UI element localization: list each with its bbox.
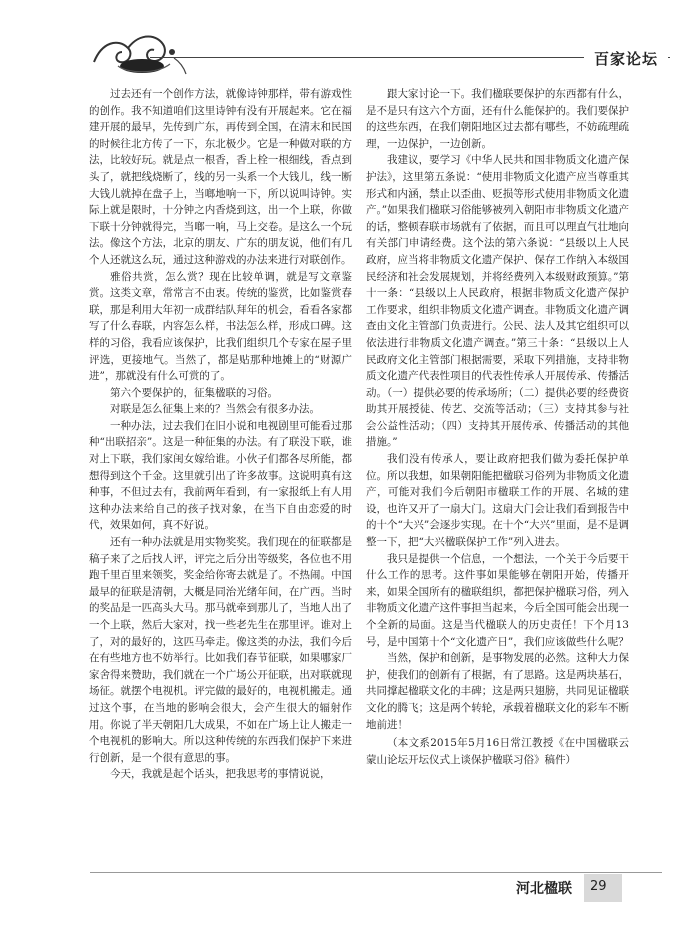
- paragraph: 今天，我就是起个话头，把我思考的事情说说，: [110, 768, 331, 781]
- paragraph: 我建议，要学习《中华人民共和国非物质文化遗产保护法》，这里第五条说：“使用非物质文化遗产应当尊重其形式和内涵，禁止以歪曲、贬损等形式使用非物质文化遗产。”如果我们楹联习俗能够被列入朝阳市非物质文化遗产的话，整顿春联市场就有了依据，而且可以理直气壮地向有关部门申请经费。这个法的第六条说：“县级以上人民政府，应当将非物质文化遗产保护、保存工作纳入本级国民经济和社会发展规划，并将经费列入本级财政预算。”第十一条：“县级以上人民政府，根据非物质文化遗产保护工作要求，组织非物质文化遗产调查。非物质文化遗产调查由文化主管部门负责进行。公民、法人及其它组织可以依法进行非物质文化遗产调查。”第三十条：“县级以上人民政府文化主管部门根据需要，采取下列措施，支持非物质文化遗产代表性项目的代表性传承人开展传承、传播活动。（一）提供必要的传承场所；（二）提供必要的经费资助其开展授徒、传艺、交流等活动；（三）支持其参与社会公益性活动；（四）支持其开展传承、传播活动的其他措施。”: [366, 154, 629, 449]
- paragraph: 我们没有传承人，要让政府把我们做为委托保护单位。所以我想，如果朝阳能把楹联习俗列为非物质文化遗产，可能对我们今后朝阳市楹联工作的开展、名城的建设，也许又开了一扇大门。这扇大门会让我们看到报告中的十个“大兴”会逐步实现。在十个“大兴”里面，是不是调整一下，把“大兴楹联保护工作”列入进去。: [366, 453, 629, 549]
- magazine-name: 河北楹联: [516, 881, 572, 897]
- right-column: [366, 86, 629, 866]
- paragraph: 过去还有一个创作方法，就像诗钟那样，带有游戏性的创作。我不知道咱们这里诗钟有没有开展起来。它在福建开展的最早，先传到广东，再传到全国，在清末和民国的时候往北方传了一下，东北极少。它是一种做对联的方法，比较好玩。就是点一根香，香上栓一根细线，香点到头了，就把线烧断了，线的另一头系一个大钱儿，线一断大钱儿就掉在盘子上，当啷地响一下，所以说叫诗钟。实际上就是限时，十分钟之内香烧到这，出一个上联，你做下联十分钟就得完，当啷一响，马上交卷。是这么一个玩法。像这个方法，北京的朋友、广东的朋友说，他们有几个人还就这么玩，通过这种游戏的办法来进行对联创作。: [89, 88, 352, 266]
- paragraph: 我只是提供一个信息，一个想法，一个关于今后要干什么工作的思考。这件事如果能够在朝阳开始，传播开来，如果全国所有的楹联组织，都把保护楹联习俗，列入非物质文化遗产这件事担当起来，今后全国可能会出现一个全新的局面。这是当代楹联人的历史责任！下个月13号，是中国第十个“文化遗产日”，我们应该做些什么呢？: [366, 552, 629, 648]
- paragraph: 一种办法，过去我们在旧小说和电视剧里可能看过那种“出联招亲”。这是一种征集的办法。有了联没下联，谁对上下联，我们家闺女嫁给谁。小伙子们都各尽所能，都想得到这个千金。这里就引出了许多故事。这说明真有这种事，不但过去有，我前两年看到，有一家报纸上有人用这种办法来给自己的孩子找对象，在当下自由恋爱的时代，效果如何，真不好说。: [89, 419, 352, 532]
- ornament-icon: [88, 22, 188, 78]
- source-note: （本文系2015年5月16日常江教授《在中国楹联云蒙山论坛开坛仪式上谈保护楹联习俗》稿件）: [366, 737, 629, 766]
- left-column: [89, 86, 352, 866]
- paragraph: 当然，保护和创新，是事物发展的必然。这种大力保护，使我们的创新有了根据，有了思路。这是两块基石，共同撑起楹联文化的丰碑；这是两只翅膀，共同见证楹联文化的腾飞；这是两个转轮，承载着楹联文化的彩车不断地前进！: [366, 652, 629, 731]
- footer-rule: [90, 872, 662, 873]
- page-number: 29: [590, 879, 607, 894]
- paragraph: 跟大家讨论一下。我们楹联要保护的东西都有什么，是不是只有这六个方面，还有什么能保护的。我们要保护的这些东西，在我们朝阳地区过去都有哪些，不妨疏理疏理，一边保护，一边创新。: [366, 88, 629, 150]
- paragraph: 还有一种办法就是用实物奖奖。我们现在的征联都是稿子来了之后找人评，评完之后分出等级奖，各位也不用跑千里百里来领奖，奖金给你寄去就是了。不热闹。中国最早的征联是清朝，大概是同治光绪年间，在广西。当时的奖品是一匹高头大马。那马就牵到那儿了，当地人出了一个上联，然后大家对，找一些老先生在那里评。谁对上了，对的最好的，这匹马牵走。像这类的办法，我们今后在有些地方也不妨举行。比如我们春节征联，如果哪家厂家舍得来赞助，我们就在一个广场公开征联，出对联就现场征。就摆个电视机。评完做的最好的，电视机搬走。通过这个事，在当地的影响会很大，会产生很大的辐射作用。你说了半天朝阳几大成果，不如在广场上让人搬走一个电视机的影响大。所以这种传统的东西我们保护下来进行创新，是一个很有意思的事。: [89, 536, 352, 764]
- section-title: 百家论坛: [584, 46, 668, 72]
- paragraph: 对联是怎么征集上来的？当然会有很多办法。: [110, 403, 320, 416]
- paragraph: 第六个要保护的，征集楹联的习俗。: [110, 386, 278, 399]
- page-header: [0, 0, 690, 80]
- paragraph: 雅俗共赏，怎么赏？现在比较单调，就是写文章鉴赏。这类文章，常常言不由衷。传统的鉴赏，比如鉴赏春联，那是利用大年初一成群结队拜年的机会，看看各家都写了什么春联，内容怎么样，书法怎么样，形成口碑。这样的习俗，我看应该保护，比我们组织几个专家在屋子里评选，更接地气。当然了，都是贴那种地摊上的“财源广进”，那就没有什么可赏的了。: [89, 270, 352, 383]
- page-footer: [0, 872, 690, 936]
